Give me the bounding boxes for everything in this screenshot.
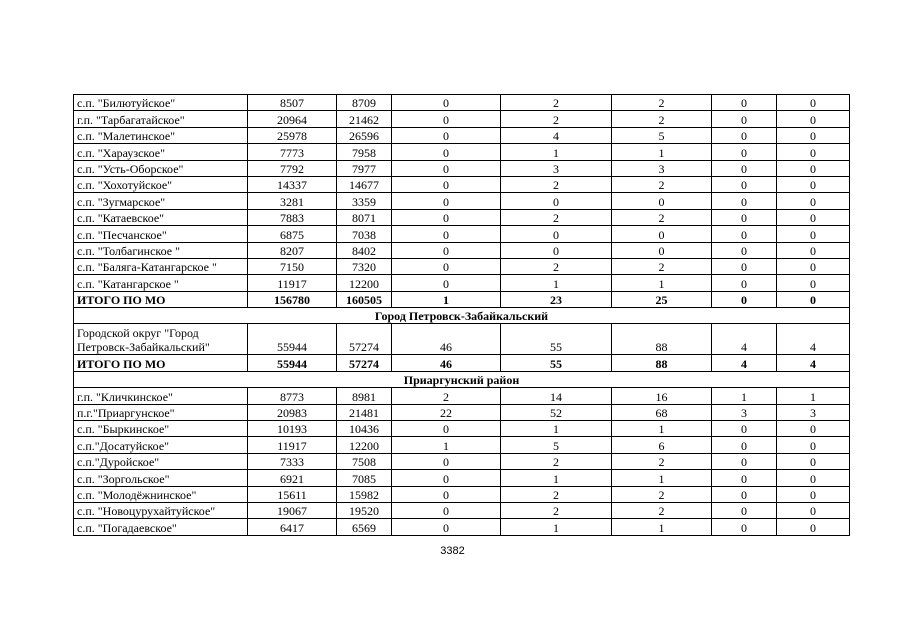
- table-cell: 1: [777, 388, 850, 404]
- table-cell: 8507: [248, 95, 337, 111]
- table-cell: 8981: [337, 388, 392, 404]
- table-cell: 0: [712, 127, 777, 143]
- table-cell: 0: [712, 160, 777, 176]
- table-cell: 0: [392, 519, 501, 535]
- table-cell: 2: [501, 111, 612, 127]
- table-cell: 7150: [248, 258, 337, 274]
- table-cell: 3: [612, 160, 712, 176]
- table-cell: 7508: [337, 453, 392, 469]
- table-row: [74, 193, 850, 209]
- table-cell: 88: [612, 355, 712, 371]
- table-cell: 12200: [337, 275, 392, 291]
- table-cell: 20983: [248, 404, 337, 420]
- table-cell: 46: [392, 324, 501, 355]
- table-cell: 0: [712, 209, 777, 225]
- table-cell: 7958: [337, 144, 392, 160]
- table-cell: 0: [501, 226, 612, 242]
- table-cell: 19520: [337, 502, 392, 518]
- table-cell: 0: [612, 242, 712, 258]
- table-row: [74, 242, 850, 258]
- table-row: [74, 324, 850, 355]
- table-row: [74, 95, 850, 111]
- table-cell: 1: [612, 470, 712, 486]
- settlement-name: с.п. "Билютуйское": [74, 95, 248, 111]
- table-cell: 20964: [248, 111, 337, 127]
- table-cell: 12200: [337, 437, 392, 453]
- table-cell: 1: [392, 437, 501, 453]
- settlement-name: с.п. "Песчанское": [74, 226, 248, 242]
- table-cell: 8709: [337, 95, 392, 111]
- table-cell: 23: [501, 291, 612, 307]
- table-cell: 0: [392, 453, 501, 469]
- table-cell: 1: [501, 275, 612, 291]
- table-cell: 5: [612, 127, 712, 143]
- table-cell: 5: [501, 437, 612, 453]
- table-cell: 0: [392, 486, 501, 502]
- table-cell: 0: [392, 421, 501, 437]
- table-cell: 0: [712, 111, 777, 127]
- table-row: [74, 486, 850, 502]
- table-row: [74, 519, 850, 535]
- settlement-name: с.п. "Малетинское": [74, 127, 248, 143]
- table-cell: 6569: [337, 519, 392, 535]
- table-cell: 57274: [337, 355, 392, 371]
- table-cell: 2: [612, 209, 712, 225]
- table-cell: 6417: [248, 519, 337, 535]
- table-cell: 88: [612, 324, 712, 355]
- table-cell: 0: [712, 275, 777, 291]
- table-cell: 4: [712, 355, 777, 371]
- table-cell: 1: [612, 519, 712, 535]
- table-cell: 1: [612, 144, 712, 160]
- table-cell: 0: [712, 226, 777, 242]
- settlement-name: с.п. "Погадаевское": [74, 519, 248, 535]
- table-cell: 0: [501, 193, 612, 209]
- section-title: Город Петровск-Забайкальский: [74, 308, 850, 324]
- settlement-name: с.п. "Зугмарское": [74, 193, 248, 209]
- table-cell: 25978: [248, 127, 337, 143]
- section-header-row: [74, 371, 850, 387]
- table-cell: 7320: [337, 258, 392, 274]
- table-cell: 1: [501, 470, 612, 486]
- table-cell: 2: [612, 486, 712, 502]
- table-cell: 4: [777, 324, 850, 355]
- table-cell: 2: [501, 258, 612, 274]
- table-cell: 2: [501, 95, 612, 111]
- settlement-name: г.п. "Кличкинское": [74, 388, 248, 404]
- table-cell: 0: [777, 502, 850, 518]
- table-row: [74, 226, 850, 242]
- table-cell: 16: [612, 388, 712, 404]
- table-cell: 2: [501, 209, 612, 225]
- table-row: [74, 453, 850, 469]
- table-row: [74, 421, 850, 437]
- table-cell: 0: [777, 95, 850, 111]
- total-row: [74, 355, 850, 371]
- section-header-row: [74, 308, 850, 324]
- table-cell: 0: [777, 275, 850, 291]
- settlement-name: с.п. "Молодёжнинское": [74, 486, 248, 502]
- table-cell: 6875: [248, 226, 337, 242]
- table-row: [74, 144, 850, 160]
- table-cell: 0: [712, 258, 777, 274]
- table-cell: 3281: [248, 193, 337, 209]
- table-cell: 14677: [337, 176, 392, 192]
- table-cell: 2: [501, 486, 612, 502]
- data-table: [73, 94, 850, 536]
- table-cell: 25: [612, 291, 712, 307]
- table-cell: 0: [712, 144, 777, 160]
- table-cell: 52: [501, 404, 612, 420]
- table-cell: 0: [777, 519, 850, 535]
- table-cell: 7038: [337, 226, 392, 242]
- settlement-name: г.п. "Тарбагатайское": [74, 111, 248, 127]
- table-cell: 3: [501, 160, 612, 176]
- table-cell: 26596: [337, 127, 392, 143]
- table-cell: 55: [501, 355, 612, 371]
- table-cell: 0: [712, 176, 777, 192]
- settlement-name: с.п. "Новоцурухайтуйское": [74, 502, 248, 518]
- table-cell: 0: [392, 275, 501, 291]
- table-cell: 0: [777, 437, 850, 453]
- table-cell: 0: [501, 242, 612, 258]
- table-row: [74, 209, 850, 225]
- table-cell: 1: [392, 291, 501, 307]
- table-cell: 0: [777, 193, 850, 209]
- table-cell: 21481: [337, 404, 392, 420]
- table-cell: 0: [392, 209, 501, 225]
- table-row: [74, 502, 850, 518]
- table-cell: 4: [777, 355, 850, 371]
- table-cell: 2: [612, 95, 712, 111]
- table-cell: 0: [777, 470, 850, 486]
- table-cell: 21462: [337, 111, 392, 127]
- table-cell: 0: [712, 193, 777, 209]
- settlement-name: с.п. "Катаевское": [74, 209, 248, 225]
- table-cell: 160505: [337, 291, 392, 307]
- table-cell: 0: [392, 242, 501, 258]
- table-cell: 3: [712, 404, 777, 420]
- table-row: [74, 258, 850, 274]
- table-cell: 8773: [248, 388, 337, 404]
- table-cell: 3359: [337, 193, 392, 209]
- table-row: [74, 437, 850, 453]
- table-row: [74, 160, 850, 176]
- settlement-name: с.п. "Хараузское": [74, 144, 248, 160]
- settlement-name: с.п. "Быркинское": [74, 421, 248, 437]
- table-cell: 2: [501, 453, 612, 469]
- table-cell: 68: [612, 404, 712, 420]
- table-cell: 0: [392, 160, 501, 176]
- table-cell: 0: [777, 291, 850, 307]
- table-row: [74, 127, 850, 143]
- table-cell: 14: [501, 388, 612, 404]
- table-cell: 8402: [337, 242, 392, 258]
- table-cell: 0: [392, 127, 501, 143]
- table-cell: 0: [712, 519, 777, 535]
- table-cell: 0: [392, 144, 501, 160]
- table-cell: 0: [777, 160, 850, 176]
- table-cell: 2: [612, 453, 712, 469]
- settlement-name: с.п. "Хохотуйское": [74, 176, 248, 192]
- table-cell: 0: [612, 226, 712, 242]
- table-cell: 7085: [337, 470, 392, 486]
- table-cell: 11917: [248, 437, 337, 453]
- table-cell: 0: [612, 193, 712, 209]
- table-cell: 8207: [248, 242, 337, 258]
- settlement-name: с.п."Дуройское": [74, 453, 248, 469]
- table-cell: 0: [392, 226, 501, 242]
- table-cell: 0: [392, 95, 501, 111]
- table-cell: 3: [777, 404, 850, 420]
- table-cell: 4: [712, 324, 777, 355]
- table-cell: 2: [612, 176, 712, 192]
- settlement-name: с.п."Досатуйское": [74, 437, 248, 453]
- table-cell: 1: [612, 275, 712, 291]
- table-cell: 2: [501, 502, 612, 518]
- table-cell: 7333: [248, 453, 337, 469]
- table-cell: 15611: [248, 486, 337, 502]
- table-cell: 7883: [248, 209, 337, 225]
- table-cell: 0: [777, 486, 850, 502]
- table-cell: 156780: [248, 291, 337, 307]
- settlement-name: с.п. "Усть-Оборское": [74, 160, 248, 176]
- table-cell: 0: [777, 209, 850, 225]
- table-cell: 6921: [248, 470, 337, 486]
- table-cell: 0: [777, 144, 850, 160]
- table-cell: 0: [712, 437, 777, 453]
- table-cell: 7977: [337, 160, 392, 176]
- table-cell: 0: [712, 470, 777, 486]
- table-cell: 7792: [248, 160, 337, 176]
- table-row: [74, 388, 850, 404]
- total-label: ИТОГО ПО МО: [74, 355, 248, 371]
- table-cell: 4: [501, 127, 612, 143]
- table-body: [74, 95, 850, 536]
- table-cell: 0: [392, 193, 501, 209]
- section-title: Приаргунский район: [74, 371, 850, 387]
- table-cell: 6: [612, 437, 712, 453]
- table-cell: 1: [501, 144, 612, 160]
- table-cell: 1: [501, 421, 612, 437]
- table-cell: 46: [392, 355, 501, 371]
- table-cell: 2: [612, 502, 712, 518]
- table-cell: 0: [777, 176, 850, 192]
- table-cell: 19067: [248, 502, 337, 518]
- table-cell: 1: [501, 519, 612, 535]
- table-cell: 0: [392, 111, 501, 127]
- table-cell: 22: [392, 404, 501, 420]
- table-cell: 2: [612, 111, 712, 127]
- table-cell: 7773: [248, 144, 337, 160]
- table-cell: 0: [712, 95, 777, 111]
- settlement-name: с.п. "Катангарское ": [74, 275, 248, 291]
- table-cell: 10193: [248, 421, 337, 437]
- table-cell: 0: [777, 127, 850, 143]
- table-cell: 14337: [248, 176, 337, 192]
- table-cell: 0: [712, 486, 777, 502]
- table-cell: 0: [777, 111, 850, 127]
- table-cell: 8071: [337, 209, 392, 225]
- settlement-name: п.г."Приаргунское": [74, 404, 248, 420]
- table-row: [74, 470, 850, 486]
- table-cell: 0: [712, 502, 777, 518]
- table-cell: 0: [777, 242, 850, 258]
- total-label: ИТОГО ПО МО: [74, 291, 248, 307]
- settlement-name: Городской округ "Город Петровск-Забайкальский": [74, 324, 248, 355]
- settlement-name: с.п. "Зоргольское": [74, 470, 248, 486]
- table-cell: 0: [777, 421, 850, 437]
- settlement-name: с.п. "Толбагинское ": [74, 242, 248, 258]
- table-cell: 2: [612, 258, 712, 274]
- table-row: [74, 176, 850, 192]
- table-cell: 15982: [337, 486, 392, 502]
- table-row: [74, 111, 850, 127]
- table-cell: 1: [712, 388, 777, 404]
- table-cell: 0: [392, 176, 501, 192]
- table-cell: 57274: [337, 324, 392, 355]
- table-cell: 11917: [248, 275, 337, 291]
- settlement-name: с.п. "Баляга-Катангарское ": [74, 258, 248, 274]
- table-cell: 0: [712, 242, 777, 258]
- table-cell: 55944: [248, 355, 337, 371]
- table-cell: 0: [712, 453, 777, 469]
- table-cell: 0: [777, 453, 850, 469]
- table-row: [74, 275, 850, 291]
- table-cell: 2: [392, 388, 501, 404]
- table-cell: 0: [712, 421, 777, 437]
- table-cell: 10436: [337, 421, 392, 437]
- table-cell: 1: [612, 421, 712, 437]
- table-cell: 0: [392, 502, 501, 518]
- table-cell: 2: [501, 176, 612, 192]
- table-cell: 0: [392, 258, 501, 274]
- table-cell: 0: [777, 226, 850, 242]
- table-cell: 0: [712, 291, 777, 307]
- table-cell: 0: [392, 470, 501, 486]
- page-number: 3382: [440, 545, 465, 557]
- table-cell: 55944: [248, 324, 337, 355]
- table-cell: 0: [777, 258, 850, 274]
- total-row: [74, 291, 850, 307]
- table-cell: 55: [501, 324, 612, 355]
- table-row: [74, 404, 850, 420]
